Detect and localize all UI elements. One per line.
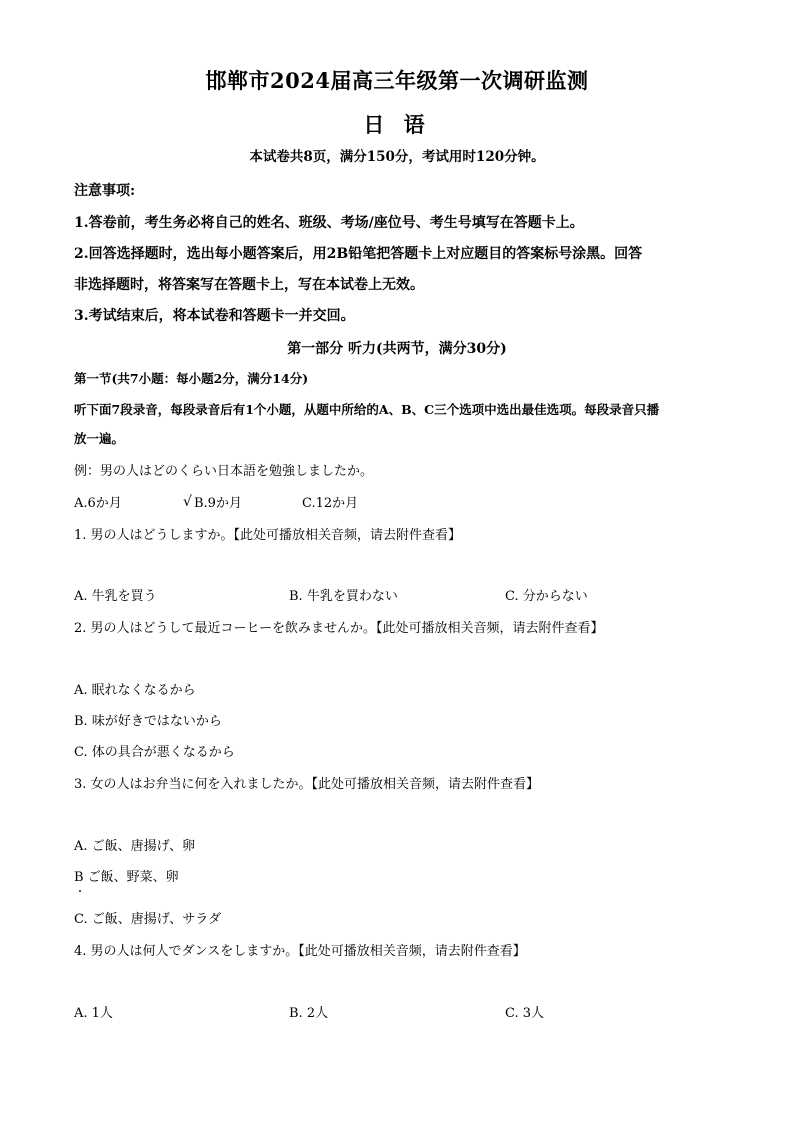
check-mark-icon: √ — [183, 494, 192, 510]
question-2-option-b: B. 味が好きではないから — [74, 714, 222, 729]
section1-instructions-continued: 放一遍。 — [74, 431, 125, 446]
notes-heading: 注意事项: — [74, 183, 136, 199]
question-2: 2. 男の人はどうして最近コーヒーを飲みませんか。【此处可播放相关音频，请去附件查看】 — [74, 621, 604, 636]
note-item-3: 3.考试结束后，将本试卷和答题卡一并交回。 — [74, 308, 355, 324]
question-2-option-a: A. 眠れなくなるから — [74, 683, 196, 698]
example-option-a: A.6か月 — [74, 496, 122, 511]
question-1-option-a: A. 牛乳を買う — [74, 589, 157, 604]
question-3-option-a: A. ご飯、唐揚げ、卵 — [74, 839, 196, 854]
note-item-2: 2.回答选择题时，选出每小题答案后，用2B铅笔把答题卡上对应题目的答案标号涂黑。回答 — [74, 246, 643, 262]
example-question: 例：男の人はどのくらい日本語を勉強しましたか。 — [74, 464, 374, 479]
part1-title: 第一部分 听力(共两节，满分30分) — [287, 341, 507, 357]
example-option-b: B.9か月 — [194, 496, 242, 511]
note-item-1: 1.答卷前，考生务必将自己的姓名、班级、考场/座位号、考生号填写在答题卡上。 — [74, 215, 584, 231]
question-4-option-b: B. 2人 — [289, 1006, 329, 1021]
question-3: 3. 女の人はお弁当に何を入れましたか。【此处可播放相关音频，请去附件查看】 — [74, 777, 540, 792]
question-4: 4. 男の人は何人でダンスをしますか。【此处可播放相关音频，请去附件查看】 — [74, 944, 526, 959]
question-1: 1. 男の人はどうしますか。【此处可播放相关音频，请去附件查看】 — [74, 528, 462, 543]
question-2-option-c: C. 体の具合が悪くなるから — [74, 745, 235, 760]
question-1-option-c: C. 分からない — [505, 589, 588, 604]
question-4-option-c: C. 3人 — [505, 1006, 545, 1021]
stray-dot — [79, 890, 81, 892]
exam-info: 本试卷共8页，满分150分，考试用时120分钟。 — [249, 149, 545, 165]
example-option-c: C.12か月 — [302, 496, 359, 511]
question-3-option-c: C. ご飯、唐揚げ、サラダ — [74, 912, 222, 927]
question-1-option-b: B. 牛乳を買わない — [289, 589, 398, 604]
section1-title: 第一节(共7小题：每小题2分，满分14分) — [74, 371, 309, 386]
note-item-2-continued: 非选择题时，将答案写在答题卡上，写在本试卷上无效。 — [74, 277, 424, 293]
exam-subject: 日 语 — [363, 112, 431, 137]
question-3-option-b: B ご飯、野菜、卵 — [74, 870, 179, 885]
exam-title: 邯郸市2024届高三年级第一次调研监测 — [205, 68, 589, 93]
section1-instructions: 听下面7段录音，每段录音后有1个小题，从题中所给的A、B、C三个选项中选出最佳选项。每段录音只播 — [74, 402, 660, 417]
question-4-option-a: A. 1人 — [74, 1006, 113, 1021]
